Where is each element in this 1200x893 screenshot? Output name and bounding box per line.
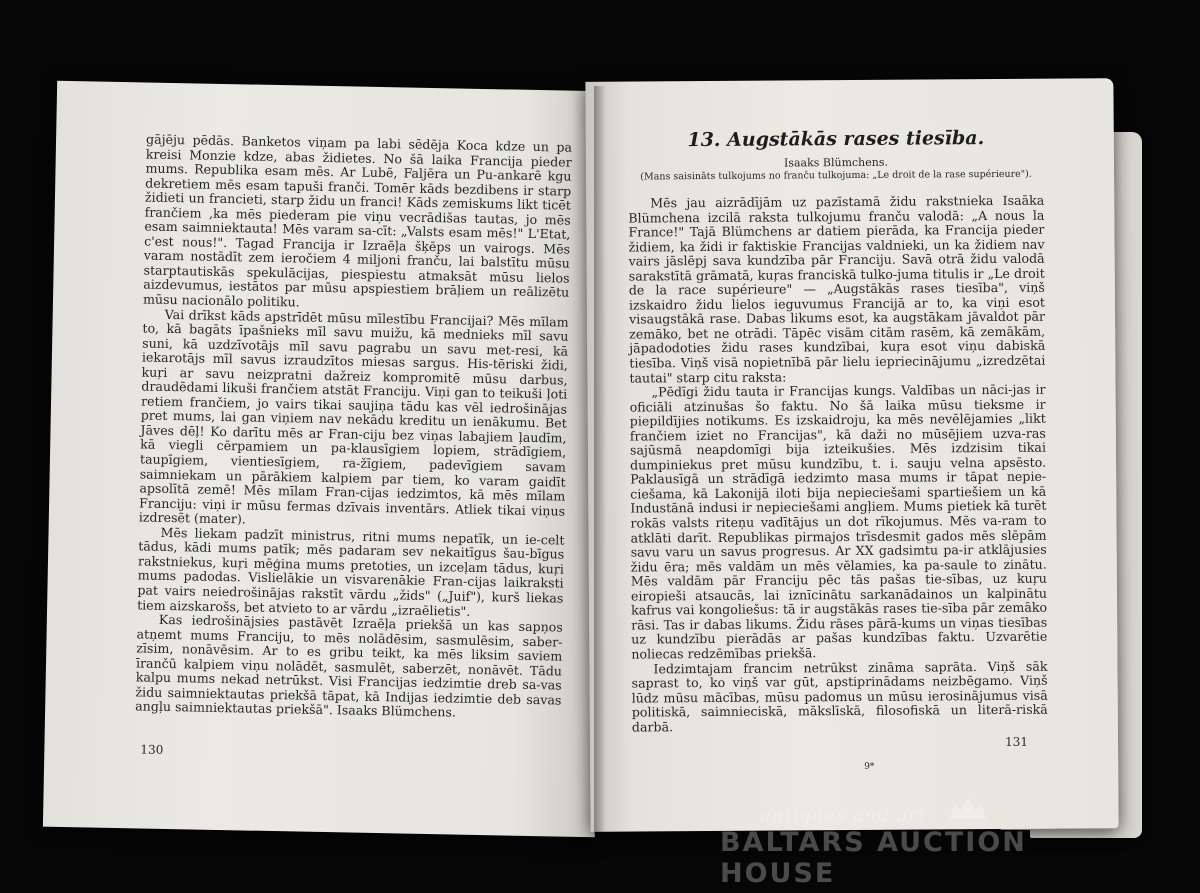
printer-signature-mark: 9* [864, 761, 875, 772]
left-paragraph-4: Kas iedrošinājsies pastāvēt Izraēļa priekšā un kas sapņos atņemt mums Franciju, to mēs nolādēsim, sasmulēsim, saber-zīsim, nonāvēsim. Ar to es gribu teikt, ka mēs liksim saviem īrančū kalpiem viņu nolādēt, sasmulēt, saberzēt, nonāvēt. Tādu kalpu mums nekad netrūkst. Visi Francijas iedzimtie dreb sa-vas židu saimniektautas priekšā tāpat, kā Indijas iedzimtie deb savas angļu saimniektautas priekšā". Isaaks Blümchens. [135, 611, 563, 720]
book-gutter-shadow [594, 86, 606, 834]
left-paragraph-1: gājēju pēdās. Banketos viņam pa labi sēdēja Koca kdze un pa kreisi Monzie kdze, abas židietes. No šā laika Francija pieder mums. Republika esam mēs. Ar Lubē, Faljēra un Pu-ankarē kgu dekretiem mēs esam tapuši franči. Tomēr kāds bezdibens ir starp židieti un francieti, starp židu un franci! Kāds zemiskums likt ticēt frančiem ,ka mēs piederam pie viņu vecrādišas tautas, jo mēs esam saimniektauta! Mēs varam sa-cīt: „Valsts esam mēs!" L'Etat, c'est nous!". Tagad Francija ir Izraēļa šķēps un vairogs. Mēs varam nostādīt zem ieročiem 4 miljoni franču, lai balstītu mūsu starptautiskās spekulācijas, piespiestu atmaksāt mūsu lielos aizdevumus, iestātos par mūsu apspiestiem brāļiem un reālizētu mūsu nacionālo politiku. [142, 131, 573, 310]
right-paragraph-1: Mēs jau aizrādījām uz pazīstamā židu rakstnieka Isaāka Blümchena izcilā raksta tulkojumu franču valodā: „A nous la France!" Tajā Blümchens ar datiem pierāda, ka Francija pieder židiem, ka židi ir faktiskie Francijas valdnieki, un ka židiem nav vairs jāslēpj sava kundzība pār Franciju. Savā otrā židu valodā sarakstītā grāmatā, kuŗas franciskā tulko-juma titulis ir „Le droit de la race supérieure" — „Augstākās rases tiesība", viņš izskaidro židu lielos ieguvumus Francijā ar to, ka viņi esot visaugstākā rase. Dabas likums esot, ka augstākam jāvaldot pār zemāko, bet ne otrādi. Tāpēc visām citām rasēm, kā zemākām, jāpadodoties židu rases kundzībai, kuŗa esot viņu dabiskā tiesība. Viņš visā nopietnībā pār lielu iepriecinājumu „izredzētai tautai" starp citu raksta: [628, 192, 1046, 386]
left-paragraph-2: Vai drīkst kāds apstrīdēt mūsu mīlestību Francijai? Mēs mīlam to, kā bagāts īpašnieks mīl savu muižu, kā mednieks mīl savu suni, kā uzdzīvotājs mīl savu pagrabu un savu met-resi, kā iekarotājs mīl savus izraudzītos miesas sargus. His-tēriski židi, kuŗi ar savu neizpratni dažreiz kompromitē mūsu darbus, draudēdami likuši frančiem atstāt Franciju. Viņi gan to teikuši ļoti retiem frančiem, jo vairs tikai saujiņa tādu kas vēl iedrošinājas pret mums, lai gan viņiem nav nekādu kreditu un ienākumu. Bet Jāves dēļ! Ko darītu mēs ar Fran-ciju bez viņas labajiem ļaudīm, kā viegli cērpamiem un pa-klausīgiem lopiem, strādīgiem, taupīgiem, vientiesīgiem, ra-žīgiem, padevīgiem savam saimniekam un pārākiem kalpiem par tiem, ko varam gaidīt apsolītā zemē! Mēs mīlam Fran-cijas iedzimtos, kā mēs mīlam Franciju: viņi ir mūsu fermas dzīvais inventārs. Atliek tikai viņus izdresēt (mater). [138, 306, 569, 527]
right-page-text [628, 194, 1048, 735]
chapter-author: Isaaks Blümchens. [783, 155, 889, 170]
left-page-text [135, 132, 572, 722]
chapter-title: 13. Augstākās rases tiesība. [687, 127, 985, 152]
left-page-number: 130 [140, 742, 164, 757]
right-page [585, 78, 1118, 832]
left-page [43, 81, 609, 837]
right-paragraph-3: Iedzimtajam francim netrūkst zināma saprāta. Viņš sāk saprast to, ko viņš var gūt, apstiprinādams neizbēgamo. Viņš lūdz mūsu mācības, mūsu padomus un mūsu ierosinājumus visā politiskā, saimnieciskā, mākslīskā, filosofiskā un literā-riskā darbā. [631, 658, 1048, 735]
right-paragraph-2: „Pēdīgi židu tauta ir Francijas kungs. Valdības un nāci-jas ir oficiāli atzinušas šo faktu. No šā laika mūsu tieksme ir piepildījies notikums. Es izskaidroju, ka mēs nevēlējamies „likt frančiem iziet no Francijas", kā daži no mūsējiem uzva-ras sajūsmā neapdomīgi bija izteikušies. Mēs izdzisim tikai dumpiniekus pret mūsu kundzību, t. i. sauju velna apsēsto. Paklausīgā un strādīgā iedzimto masa mums ir tāpat nepie-ciešama, kā Lakonijā iloti bija nepieciešami spartiešiem un kā Industānā indusi ir nepieciešami angļiem. Mums pietiek kā turēt rokās valsts riteņu vadītājus un dot rīkojumus. Mēs va-ram to atklāti darīt. Republikas pirmajos trīsdesmit gados mēs slēpām savu varu un savus progresus. Ar XX gadsimtu pa-ir atklājusies židu ēra; mēs valdām un mēs vēlamies, ka pa-saule to zinātu. Mēs valdām pār Franciju pēc tās pašas tie-sības, uz kuŗu eiropieši atsaucās, lai iznīcinātu sarkanādainos un kalpinātu kafrus vai kongoliešus: tā ir augstākās rases tie-sība pār zemāko rāsi. Tas ir dabas likums. Židu rāses pārā-kums un viņas tiesības uz kundzību pierādās ar pašas kundzības faktu. Uzvarētie noliecas redzēmības priekšā. [629, 381, 1048, 662]
right-page-number: 131 [1005, 734, 1029, 749]
left-paragraph-3: Mēs liekam padzīt ministrus, ritni mums nepatīk, un ie-celt tādus, kādi mums patīk; mēs padaram sev nekaitīgus šau-bīgus rakstniekus, kuŗi mēģina mums pretoties, un izceļam tādus, kuŗi mums padodas. Vislielākie un visvarenākie Fran-cijas laikraksti pat vairs neiedrošinājas rakstīt vārdu „žids" („Juif"), kurš liekas tiem aizskarošs, bet atvieto to ar vārdu „izraēlietis". [137, 524, 565, 619]
watermark-tagline: antiques and art [760, 805, 927, 826]
watermark-name: BALTARS AUCTION HOUSE [720, 827, 1027, 889]
translator-note: (Mans saisināts tulkojums no franču tulkojuma: „Le droit de la rase supérieure"). [640, 168, 1032, 183]
